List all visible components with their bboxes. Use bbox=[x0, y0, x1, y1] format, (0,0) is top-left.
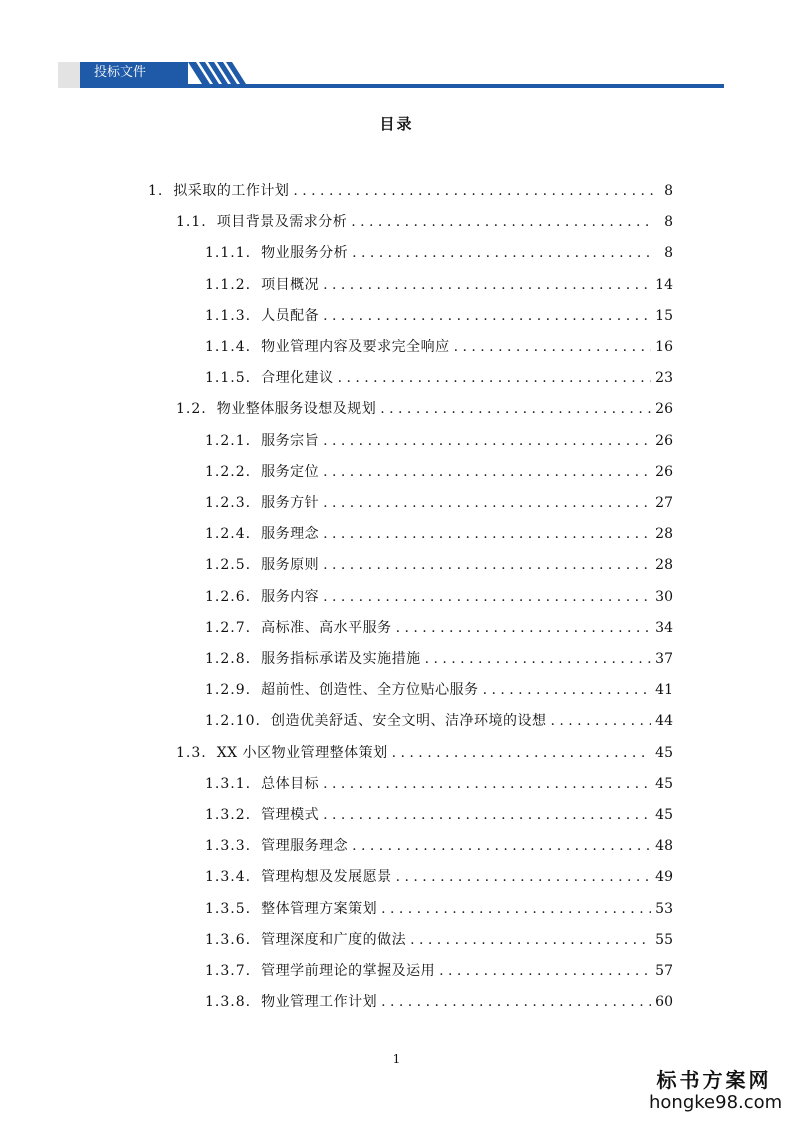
toc-entry-number: 1.1.3. bbox=[205, 307, 252, 324]
toc-dot-leader bbox=[396, 862, 652, 893]
toc-entry-number: 1.2.4. bbox=[205, 526, 252, 543]
toc-entry[interactable] bbox=[205, 301, 673, 332]
toc-entry[interactable] bbox=[205, 894, 673, 925]
toc-entry-page: 45 bbox=[655, 744, 673, 761]
toc-entry-title: 项目概况 bbox=[261, 276, 320, 293]
toc-entry-page: 45 bbox=[655, 775, 673, 792]
toc-entry[interactable] bbox=[176, 394, 673, 425]
toc-dot-leader bbox=[352, 238, 653, 269]
toc-entry-number: 1.2.9. bbox=[205, 682, 252, 699]
toc-entry[interactable] bbox=[205, 613, 673, 644]
toc-entry-page: 27 bbox=[655, 495, 673, 511]
toc-entry-title: 服务方针 bbox=[261, 495, 320, 511]
toc-entry-page: 28 bbox=[655, 526, 673, 543]
toc-dot-leader bbox=[323, 550, 651, 581]
toc-entry-title: 项目背景及需求分析 bbox=[216, 214, 348, 231]
toc-entry-page: 37 bbox=[655, 651, 673, 667]
watermark-site-name: 标书方案网 bbox=[656, 1068, 772, 1092]
toc-entry-page: 26 bbox=[655, 463, 673, 480]
toc-entry[interactable] bbox=[176, 738, 673, 769]
toc-entry-page: 8 bbox=[664, 183, 673, 199]
watermark-domain: hongke98.com bbox=[649, 1092, 783, 1113]
toc-entry-page: 8 bbox=[664, 245, 673, 262]
toc-dot-leader bbox=[439, 956, 651, 987]
toc-dot-leader bbox=[352, 831, 651, 862]
toc-entry[interactable] bbox=[205, 363, 673, 394]
header-side-block bbox=[58, 62, 80, 88]
toc-entry-number: 1.3.4. bbox=[205, 869, 252, 886]
toc-entry-page: 23 bbox=[655, 370, 673, 387]
toc-dot-leader bbox=[323, 426, 651, 457]
toc-entry-page: 28 bbox=[655, 557, 673, 574]
toc-dot-leader bbox=[293, 176, 653, 207]
toc-entry-title: 高标准、高水平服务 bbox=[261, 619, 392, 636]
toc-entry-title: 管理构想及发展愿景 bbox=[261, 869, 392, 886]
toc-entry-title: 创造优美舒适、安全文明、洁净环境的设想 bbox=[270, 713, 547, 730]
toc-dot-leader bbox=[351, 207, 653, 238]
toc-entry-title: 拟采取的工作计划 bbox=[173, 183, 290, 199]
toc-entry-page: 53 bbox=[655, 900, 673, 917]
toc-entry-number: 1.2.6. bbox=[205, 588, 252, 605]
toc-entry-title: 物业管理工作计划 bbox=[261, 994, 378, 1011]
toc-entry[interactable] bbox=[205, 270, 673, 301]
toc-dot-leader bbox=[396, 613, 652, 644]
toc-dot-leader bbox=[323, 800, 651, 831]
document-header bbox=[58, 62, 724, 88]
toc-entry-page: 49 bbox=[655, 869, 673, 886]
toc-entry-number: 1.1.1. bbox=[205, 245, 252, 262]
toc-entry-number: 1.2.10. bbox=[205, 713, 261, 730]
toc-entry-title: 整体管理方案策划 bbox=[261, 900, 378, 917]
toc-entry-title: 服务原则 bbox=[261, 557, 320, 574]
toc-entry[interactable] bbox=[205, 457, 673, 488]
toc-entry[interactable] bbox=[205, 426, 673, 457]
toc-entry[interactable] bbox=[205, 800, 673, 831]
toc-entry-title: 超前性、创造性、全方位贴心服务 bbox=[261, 682, 479, 699]
toc-entry-page: 26 bbox=[655, 401, 673, 418]
toc-entry[interactable] bbox=[205, 862, 673, 893]
toc-entry[interactable] bbox=[205, 675, 673, 706]
toc-dot-leader bbox=[410, 925, 651, 956]
toc-entry[interactable] bbox=[205, 550, 673, 581]
toc-entry-page: 15 bbox=[655, 307, 673, 324]
toc-entry[interactable] bbox=[205, 582, 673, 613]
toc-entry-title: 物业整体服务设想及规划 bbox=[216, 401, 377, 418]
toc-entry-title: 管理服务理念 bbox=[261, 838, 349, 855]
toc-dot-leader bbox=[323, 488, 651, 519]
toc-entry[interactable] bbox=[205, 925, 673, 956]
toc-dot-leader bbox=[380, 394, 651, 425]
toc-dot-leader bbox=[454, 332, 652, 363]
toc-dot-leader bbox=[381, 894, 651, 925]
toc-entry-number: 1.2.8. bbox=[205, 651, 252, 667]
toc-entry-number: 1.1. bbox=[176, 214, 207, 231]
toc-entry[interactable] bbox=[205, 644, 673, 675]
toc-entry-title: 合理化建议 bbox=[261, 370, 334, 387]
toc-dot-leader bbox=[323, 582, 651, 613]
toc-dot-leader bbox=[323, 301, 651, 332]
toc-entry-number: 1.1.5. bbox=[205, 370, 252, 387]
toc-entry-number: 1.2.1. bbox=[205, 432, 252, 449]
toc-entry[interactable] bbox=[205, 769, 673, 800]
toc-entry-title: 管理深度和广度的做法 bbox=[261, 931, 407, 948]
toc-entry-number: 1.3.1. bbox=[205, 775, 252, 792]
toc-title: 目录 bbox=[379, 115, 414, 133]
toc-dot-leader bbox=[323, 457, 651, 488]
toc-entry-number: 1.3.7. bbox=[205, 963, 252, 979]
toc-entry-page: 26 bbox=[655, 432, 673, 449]
toc-entry-title: 管理模式 bbox=[261, 807, 320, 823]
toc-entry-number: 1.3. bbox=[176, 744, 207, 761]
toc-entry[interactable] bbox=[205, 238, 673, 269]
site-watermark bbox=[649, 1068, 783, 1114]
toc-entry-page: 60 bbox=[655, 994, 673, 1011]
header-label: 投标文件 bbox=[80, 62, 188, 84]
toc-entry-number: 1.3.6. bbox=[205, 931, 252, 948]
toc-entry-page: 41 bbox=[655, 682, 673, 699]
toc-entry-number: 1.2. bbox=[176, 401, 207, 418]
toc-dot-leader bbox=[338, 363, 652, 394]
toc-entry-page: 14 bbox=[655, 276, 673, 293]
toc-entry-page: 16 bbox=[655, 339, 673, 355]
toc-entry-title: 物业管理内容及要求完全响应 bbox=[261, 339, 450, 355]
toc-entry[interactable] bbox=[205, 831, 673, 862]
toc-entry-number: 1.2.5. bbox=[205, 557, 252, 574]
toc-entry-page: 48 bbox=[655, 838, 673, 855]
toc-entry-number: 1.3.8. bbox=[205, 994, 252, 1011]
toc-entry-number: 1.2.7. bbox=[205, 619, 252, 636]
toc-entry-page: 34 bbox=[655, 619, 673, 636]
toc-dot-leader bbox=[323, 769, 651, 800]
toc-dot-leader bbox=[392, 738, 652, 769]
toc-dot-leader bbox=[550, 706, 651, 737]
toc-entry-title: 物业服务分析 bbox=[261, 245, 349, 262]
toc-entry-number: 1.2.2. bbox=[205, 463, 252, 480]
toc-entry-title: 总体目标 bbox=[261, 775, 320, 792]
toc-entry-number: 1.2.3. bbox=[205, 495, 252, 511]
toc-entry-page: 30 bbox=[655, 588, 673, 605]
toc-entry-number: 1.1.2. bbox=[205, 276, 252, 293]
toc-entry-title: 服务指标承诺及实施措施 bbox=[261, 651, 421, 667]
toc-entry-number: 1.3.2. bbox=[205, 807, 252, 823]
toc-entry[interactable] bbox=[176, 207, 673, 238]
toc-entry-page: 55 bbox=[655, 931, 673, 948]
toc-entry-page: 45 bbox=[655, 807, 673, 823]
toc-entry[interactable] bbox=[205, 987, 673, 1018]
header-rule bbox=[80, 84, 724, 88]
toc-entry-page: 44 bbox=[655, 713, 673, 730]
page-number: 1 bbox=[392, 1052, 401, 1066]
toc-entry-title: 服务内容 bbox=[261, 588, 320, 605]
toc-entry-title: 服务定位 bbox=[261, 463, 320, 480]
toc-entry-title: 人员配备 bbox=[261, 307, 320, 324]
toc-entry-title: XX 小区物业管理整体策划 bbox=[216, 744, 388, 761]
toc-entry-number: 1. bbox=[148, 183, 164, 199]
toc-entry-title: 服务宗旨 bbox=[261, 432, 320, 449]
toc-entry-title: 管理学前理论的掌握及运用 bbox=[261, 963, 436, 979]
toc-entry-number: 1.3.5. bbox=[205, 900, 252, 917]
toc-entry[interactable] bbox=[148, 176, 673, 207]
toc-entry[interactable] bbox=[205, 332, 673, 363]
toc-entry-number: 1.3.3. bbox=[205, 838, 252, 855]
toc-entry[interactable] bbox=[205, 956, 673, 987]
toc-dot-leader bbox=[323, 270, 651, 301]
toc-entry[interactable] bbox=[205, 488, 673, 519]
toc-entry-title: 服务理念 bbox=[261, 526, 320, 543]
toc-dot-leader bbox=[425, 644, 652, 675]
toc-entry[interactable] bbox=[205, 706, 673, 737]
toc-dot-leader bbox=[381, 987, 651, 1018]
toc-dot-leader bbox=[323, 519, 651, 550]
toc-entry-number: 1.1.4. bbox=[205, 339, 252, 355]
toc-entry-page: 8 bbox=[664, 214, 673, 231]
toc-entry-page: 57 bbox=[655, 963, 673, 979]
header-stripes-decoration bbox=[188, 62, 252, 84]
toc-dot-leader bbox=[483, 675, 652, 706]
toc-entry[interactable] bbox=[205, 519, 673, 550]
